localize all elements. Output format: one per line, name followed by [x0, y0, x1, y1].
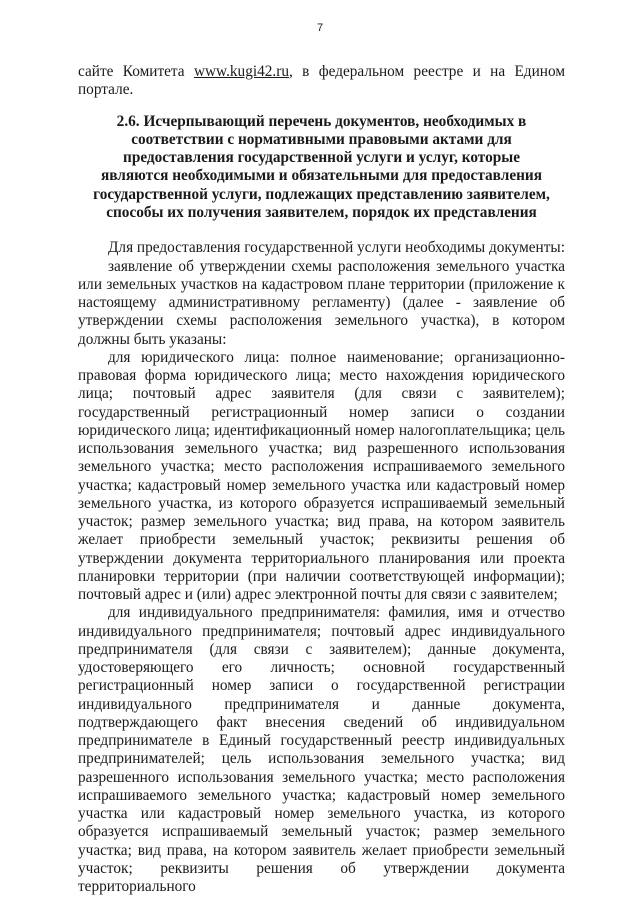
legal-entity-paragraph: для юридического лица: полное наименование; организационно-правовая форма юридического лица; место нахождения юридического лица; почтовый адрес заявителя (для связи с заявителем); государственный регистрационный номер записи о создании юридического лица; идентификационный номер налогоплательщика; цель использования земельного участка; вид разрешенного использования земельного участка; место расположения испрашиваемого земельного участка; кадастровый номер земельного участка или кадастровый номер земельного участка, из которого образуется испрашиваемый земельный участок; размер земельного участка; вид права, на котором заявитель желает приобрести земельный участок; реквизиты решения об утверждении документа территориального планирования или проекта планировки территории (при наличии соответствующей информации); почтовый адрес и (или) адрес электронной почты для связи с заявителем; [78, 348, 565, 604]
fragment-prefix: сайте Комитета [78, 63, 194, 80]
application-paragraph: заявление об утверждении схемы расположения земельного участка или земельных участков на кадастровом плане территории (приложение к настоящему административному регламенту) (далее - заявление об утверждении схемы расположения земельного участка), в котором должны быть указаны: [78, 257, 565, 348]
entrepreneur-paragraph: для индивидуального предпринимателя: фамилия, имя и отчество индивидуального предпринимателя; почтовый адрес индивидуального предпринимателя (для связи с заявителем); данные документа, удостоверяющего его личность; основной государственный регистрационный номер записи о государственной регистрации индивидуального предпринимателя и данные документа, подтверждающего факт внесения сведений об индивидуальном предпринимателе в Единый государственный реестр индивидуальных предпринимателей; цель использования земельного участка; вид разрешенного использования земельного участка; место расположения испрашиваемого земельного участка; кадастровый номер земельного участка или кадастровый номер земельного участка, из которого образуется испрашиваемый земельный участок; размер земельного участка; вид права, на котором заявитель желает приобрести земельный участок; реквизиты решения об утверждении документа территориального [78, 604, 565, 896]
document-body [78, 63, 565, 896]
fragment-suffix: , в федеральном реестре и на Едином портале. [78, 63, 565, 99]
kugi-website-link[interactable]: www.kugi42.ru [193, 63, 289, 80]
page-number: 7 [316, 22, 324, 34]
section-heading: 2.6. Исчерпывающий перечень документов, необходимых в соответствии с нормативными правовыми актами для предоставления государственной услуги и услуг, которые являются необходимыми и обязательными для предоставления государственной услуги, подлежащих представлению заявителем, способы их получения заявителем, порядок их представления [93, 112, 550, 221]
intro-paragraph: Для предоставления государственной услуги необходимы документы: [108, 239, 565, 257]
continued-paragraph [78, 63, 565, 100]
